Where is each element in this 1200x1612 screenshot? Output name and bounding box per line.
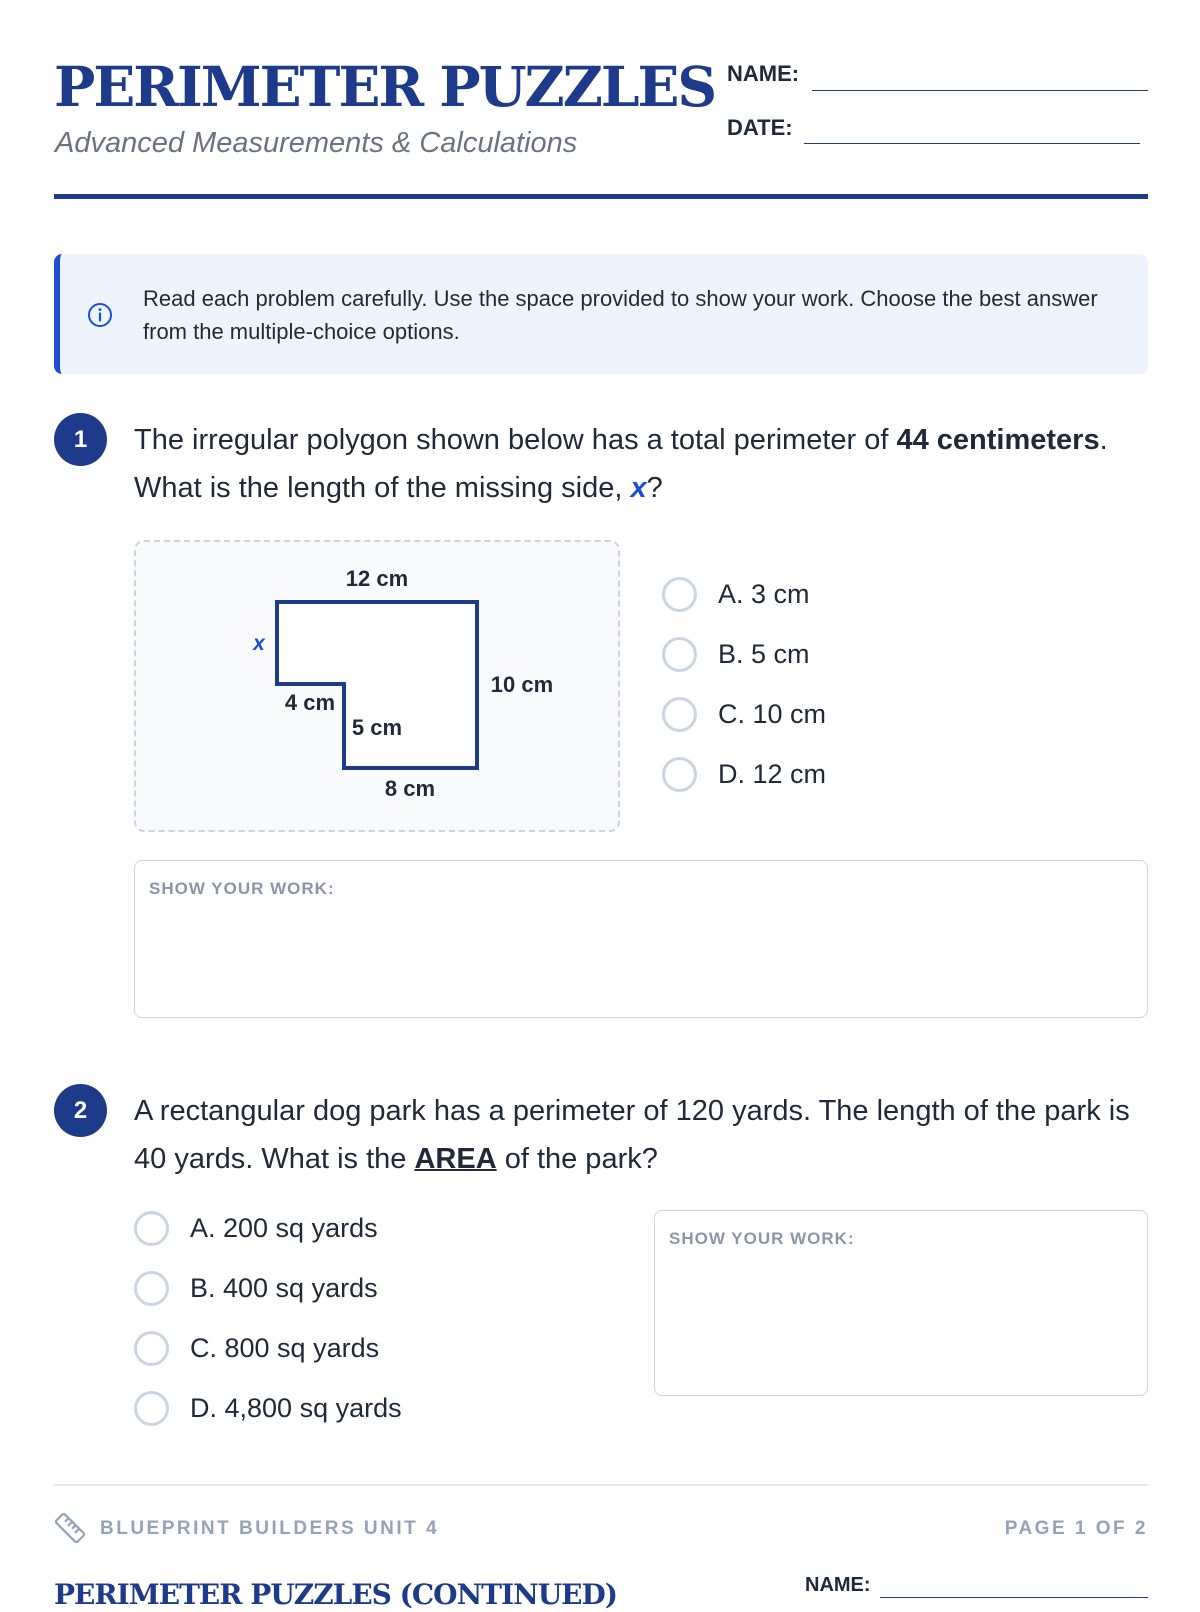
worksheet-title: PERIMETER PUZZLES <box>54 54 716 119</box>
date-label: DATE: <box>727 115 793 140</box>
radio-button[interactable] <box>662 697 697 732</box>
worksheet-subtitle: Advanced Measurements & Calculations <box>55 127 578 159</box>
date-line[interactable] <box>804 143 1140 144</box>
perimeter-value: 44 centimeters <box>896 424 1100 456</box>
radio-button[interactable] <box>662 637 697 672</box>
next-page-name-line[interactable] <box>880 1597 1148 1598</box>
q2-option-a[interactable]: A. 200 sq yards <box>134 1206 378 1250</box>
label-x: x <box>253 632 265 655</box>
footer-divider <box>54 1484 1148 1486</box>
question-2-text: A rectangular dog park has a perimeter of 120 yards. The length of the park is 40 yards. What is the AREA of the park? <box>134 1095 1130 1175</box>
q1-option-a[interactable]: A. 3 cm <box>662 572 810 616</box>
label-step-vertical: 5 cm <box>351 715 403 740</box>
label-step-horizontal: 4 cm <box>284 690 336 715</box>
radio-button[interactable] <box>662 757 697 792</box>
q1-option-c[interactable]: C. 10 cm <box>662 692 826 736</box>
q2-option-b[interactable]: B. 400 sq yards <box>134 1266 378 1310</box>
next-page-name-label: NAME: <box>805 1574 871 1596</box>
polygon-diagram <box>134 540 620 832</box>
work-area-label: SHOW YOUR WORK: <box>669 1229 855 1248</box>
radio-button[interactable] <box>134 1271 169 1306</box>
label-right: 10 cm <box>490 672 554 697</box>
info-icon <box>87 302 113 328</box>
label-top: 12 cm <box>345 566 409 591</box>
label-bottom: 8 cm <box>384 776 436 801</box>
radio-button[interactable] <box>134 1331 169 1366</box>
work-area-label: SHOW YOUR WORK: <box>149 879 335 898</box>
header-divider <box>54 194 1148 199</box>
ruler-icon <box>54 1512 86 1544</box>
next-page-title: PERIMETER PUZZLES (CONTINUED) <box>54 1578 617 1611</box>
q1-option-d[interactable]: D. 12 cm <box>662 752 826 796</box>
radio-button[interactable] <box>662 577 697 612</box>
q1-work-area[interactable] <box>134 860 1148 1018</box>
q2-option-d[interactable]: D. 4,800 sq yards <box>134 1386 402 1430</box>
area-emphasis: AREA <box>414 1143 497 1175</box>
footer-unit: BLUEPRINT BUILDERS UNIT 4 <box>100 1518 440 1539</box>
q2-work-area[interactable] <box>654 1210 1148 1396</box>
radio-button[interactable] <box>134 1211 169 1246</box>
name-line[interactable] <box>812 90 1148 91</box>
radio-button[interactable] <box>134 1391 169 1426</box>
polygon-shape <box>277 602 477 768</box>
q2-option-c[interactable]: C. 800 sq yards <box>134 1326 379 1370</box>
question-2-number: 2 <box>54 1084 107 1137</box>
footer-page: PAGE 1 OF 2 <box>1004 1518 1148 1539</box>
variable-x: x <box>630 472 647 504</box>
name-label: NAME: <box>727 61 800 86</box>
question-1-number: 1 <box>54 413 107 466</box>
q1-option-b[interactable]: B. 5 cm <box>662 632 810 676</box>
question-1-text: The irregular polygon shown below has a total perimeter of 44 centimeters. What is the length of the missing side, x? <box>134 424 1108 504</box>
instructions-text: Read each problem carefully. Use the space provided to show your work. Choose the best answer from the multiple-choice options. <box>143 286 1098 344</box>
